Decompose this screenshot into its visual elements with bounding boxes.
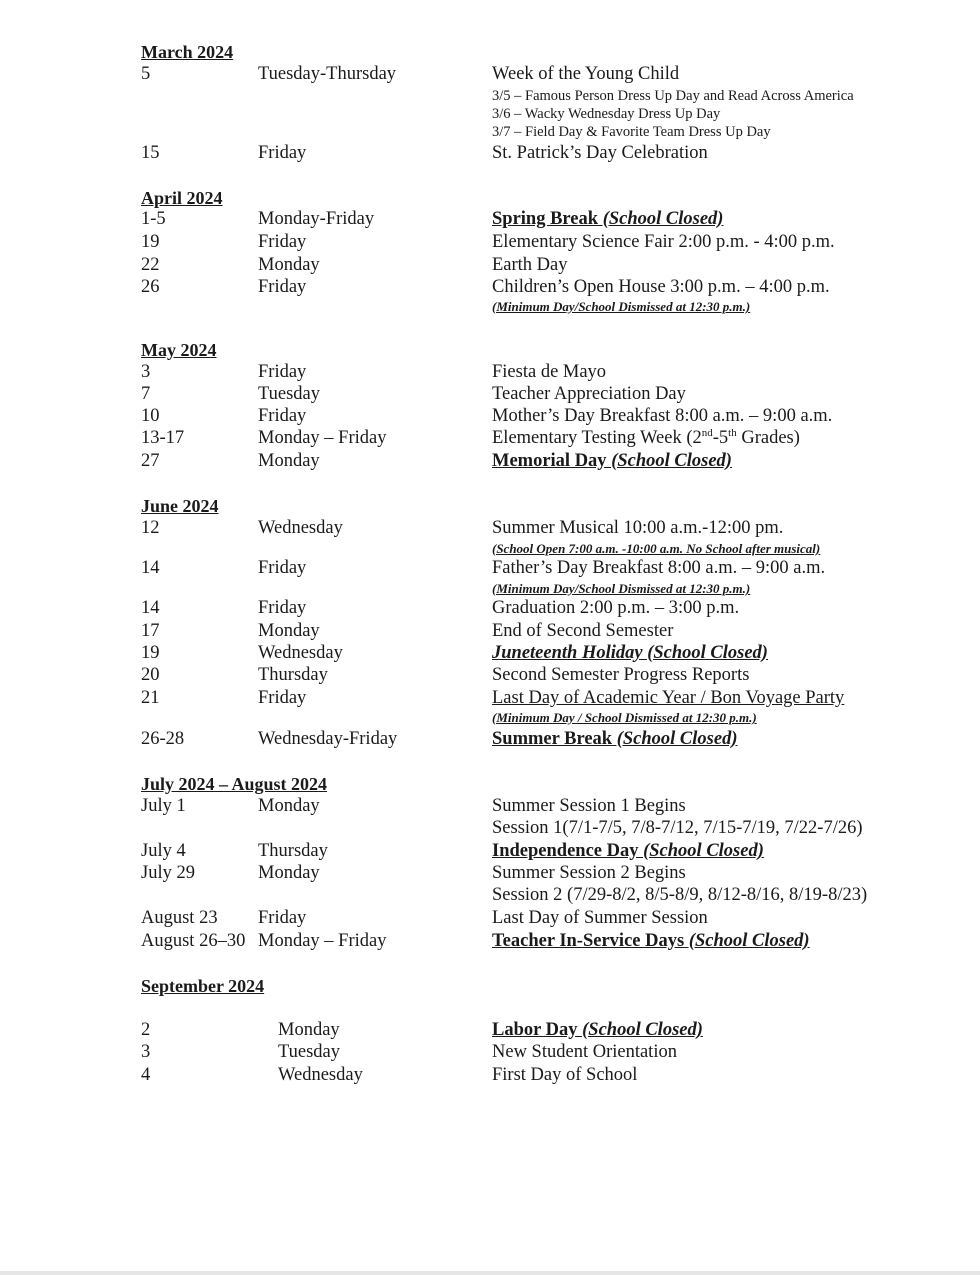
calendar-row — [0, 517, 980, 539]
event-date: 20 — [141, 665, 160, 685]
calendar-row — [0, 1041, 980, 1063]
event-day: Friday — [258, 598, 307, 618]
event-date: 14 — [141, 598, 160, 618]
event-day: Friday — [258, 558, 307, 578]
event-title: Children’s Open House 3:00 p.m. – 4:00 p.m. — [492, 277, 830, 297]
event-title: Father’s Day Breakfast 8:00 a.m. – 9:00 a.m. — [492, 558, 826, 578]
event-day: Wednesday — [278, 1065, 363, 1085]
calendar-row — [0, 840, 980, 862]
calendar-row — [0, 862, 980, 884]
event-day: Friday — [258, 406, 307, 426]
event-title: St. Patrick’s Day Celebration — [492, 143, 708, 163]
calendar-row — [0, 620, 980, 642]
event-title: Fiesta de Mayo — [492, 362, 607, 382]
event-title: Independence Day (School Closed) — [492, 841, 764, 861]
event-title: Teacher In-Service Days (School Closed) — [492, 931, 810, 951]
calendar-row — [0, 795, 980, 817]
calendar-row — [0, 208, 980, 230]
calendar-row — [0, 687, 980, 709]
event-note: 3/7 – Field Day & Favorite Team Dress Up Day — [492, 124, 771, 140]
calendar-row — [0, 907, 980, 929]
event-day: Wednesday — [258, 643, 343, 663]
event-title: New Student Orientation — [492, 1042, 677, 1062]
event-note: (School Open 7:00 a.m. -10:00 a.m. No School after musical) — [492, 541, 821, 556]
event-title: Summer Session 1 Begins — [492, 796, 686, 816]
event-title: First Day of School — [492, 1065, 638, 1085]
event-date: 7 — [141, 384, 151, 404]
month-heading-summer: July 2024 – August 2024 — [141, 774, 328, 794]
calendar-row — [0, 597, 980, 619]
event-date: 26-28 — [141, 729, 185, 749]
event-date: July 4 — [141, 841, 186, 861]
event-day: Monday — [278, 1020, 340, 1040]
month-heading-september: September 2024 — [141, 976, 265, 996]
calendar-row — [0, 231, 980, 253]
event-title: Mother’s Day Breakfast 8:00 a.m. – 9:00 a.m. — [492, 406, 833, 426]
month-heading-april: April 2024 — [141, 188, 223, 208]
event-date: 5 — [141, 64, 151, 84]
event-day: Friday — [258, 143, 307, 163]
event-note: 3/6 – Wacky Wednesday Dress Up Day — [492, 106, 721, 122]
event-title: Last Day of Summer Session — [492, 908, 708, 928]
event-title: Week of the Young Child — [492, 64, 680, 84]
calendar-row — [0, 642, 980, 664]
event-day: Monday — [258, 621, 320, 641]
event-day: Friday — [258, 277, 307, 297]
event-date: August 26–30 — [141, 931, 246, 951]
event-date: 13-17 — [141, 428, 185, 448]
event-note: (Minimum Day/School Dismissed at 12:30 p.m.) — [492, 299, 751, 314]
calendar-row — [0, 276, 980, 298]
event-detail: Session 1(7/1-7/5, 7/8-7/12, 7/15-7/19, 7/22-7/26) — [492, 818, 863, 838]
calendar-row — [0, 142, 980, 164]
event-title: Spring Break (School Closed) — [492, 209, 724, 229]
event-note: (Minimum Day / School Dismissed at 12:30 p.m.) — [492, 710, 757, 725]
event-day: Monday — [258, 451, 320, 471]
event-date: 19 — [141, 643, 160, 663]
event-title: Elementary Testing Week (2nd-5th Grades) — [492, 426, 800, 448]
event-day: Monday – Friday — [258, 931, 387, 951]
event-day: Thursday — [258, 665, 328, 685]
event-title: Elementary Science Fair 2:00 p.m. - 4:00 p.m. — [492, 232, 835, 252]
calendar-row — [0, 664, 980, 686]
calendar-row — [0, 1019, 980, 1041]
event-day: Wednesday — [258, 518, 343, 538]
calendar-row — [0, 1064, 980, 1086]
event-date: 19 — [141, 232, 160, 252]
event-title: Earth Day — [492, 255, 568, 275]
event-date: 21 — [141, 688, 160, 708]
event-title: Summer Break (School Closed) — [492, 729, 738, 749]
event-title: Teacher Appreciation Day — [492, 384, 686, 404]
event-date: 22 — [141, 255, 160, 275]
event-date: July 29 — [141, 863, 195, 883]
event-title: Juneteenth Holiday (School Closed) — [492, 643, 768, 663]
event-date: 15 — [141, 143, 160, 163]
calendar-row — [0, 728, 980, 750]
event-day: Wednesday-Friday — [258, 729, 398, 749]
page-bottom-edge — [0, 1271, 980, 1275]
event-date: 1-5 — [141, 209, 166, 229]
event-title: Summer Musical 10:00 a.m.-12:00 pm. — [492, 518, 784, 538]
calendar-row — [0, 63, 980, 85]
calendar-row — [0, 557, 980, 579]
month-heading-may: May 2024 — [141, 340, 217, 360]
event-day: Tuesday — [278, 1042, 341, 1062]
event-day: Tuesday — [258, 384, 321, 404]
event-title: End of Second Semester — [492, 621, 674, 641]
event-day: Monday – Friday — [258, 428, 387, 448]
event-day: Thursday — [258, 841, 328, 861]
event-date: 26 — [141, 277, 160, 297]
calendar-row — [0, 450, 980, 472]
event-day: Friday — [258, 908, 307, 928]
event-date: 27 — [141, 451, 160, 471]
event-title: Last Day of Academic Year / Bon Voyage Party — [492, 688, 845, 708]
event-date: July 1 — [141, 796, 186, 816]
event-date: 12 — [141, 518, 160, 538]
event-title: Memorial Day (School Closed) — [492, 451, 732, 471]
event-day: Monday-Friday — [258, 209, 375, 229]
event-day: Friday — [258, 688, 307, 708]
event-day: Friday — [258, 232, 307, 252]
event-note: 3/5 – Famous Person Dress Up Day and Read Across America — [492, 88, 854, 104]
event-day: Monday — [258, 863, 320, 883]
event-title: Summer Session 2 Begins — [492, 863, 686, 883]
event-date: 4 — [141, 1065, 151, 1085]
month-heading-march: March 2024 — [141, 42, 234, 62]
event-date: 14 — [141, 558, 160, 578]
event-date: 3 — [141, 1042, 151, 1062]
calendar-row — [0, 405, 980, 427]
event-day: Tuesday-Thursday — [258, 64, 397, 84]
event-day: Friday — [258, 362, 307, 382]
calendar-row — [0, 930, 980, 952]
calendar-row — [0, 361, 980, 383]
event-date: 2 — [141, 1020, 151, 1040]
event-title: Graduation 2:00 p.m. – 3:00 p.m. — [492, 598, 740, 618]
calendar-row — [0, 383, 980, 405]
event-note: (Minimum Day/School Dismissed at 12:30 p.m.) — [492, 581, 751, 596]
month-heading-june: June 2024 — [141, 496, 219, 516]
event-title: Second Semester Progress Reports — [492, 665, 750, 685]
calendar-row — [0, 427, 980, 449]
event-day: Monday — [258, 796, 320, 816]
event-date: August 23 — [141, 908, 218, 928]
event-date: 3 — [141, 362, 151, 382]
event-title: Labor Day (School Closed) — [492, 1020, 703, 1040]
calendar-row — [0, 254, 980, 276]
event-detail: Session 2 (7/29-8/2, 8/5-8/9, 8/12-8/16, 8/19-8/23) — [492, 885, 868, 905]
event-day: Monday — [258, 255, 320, 275]
event-date: 17 — [141, 621, 160, 641]
event-date: 10 — [141, 406, 160, 426]
